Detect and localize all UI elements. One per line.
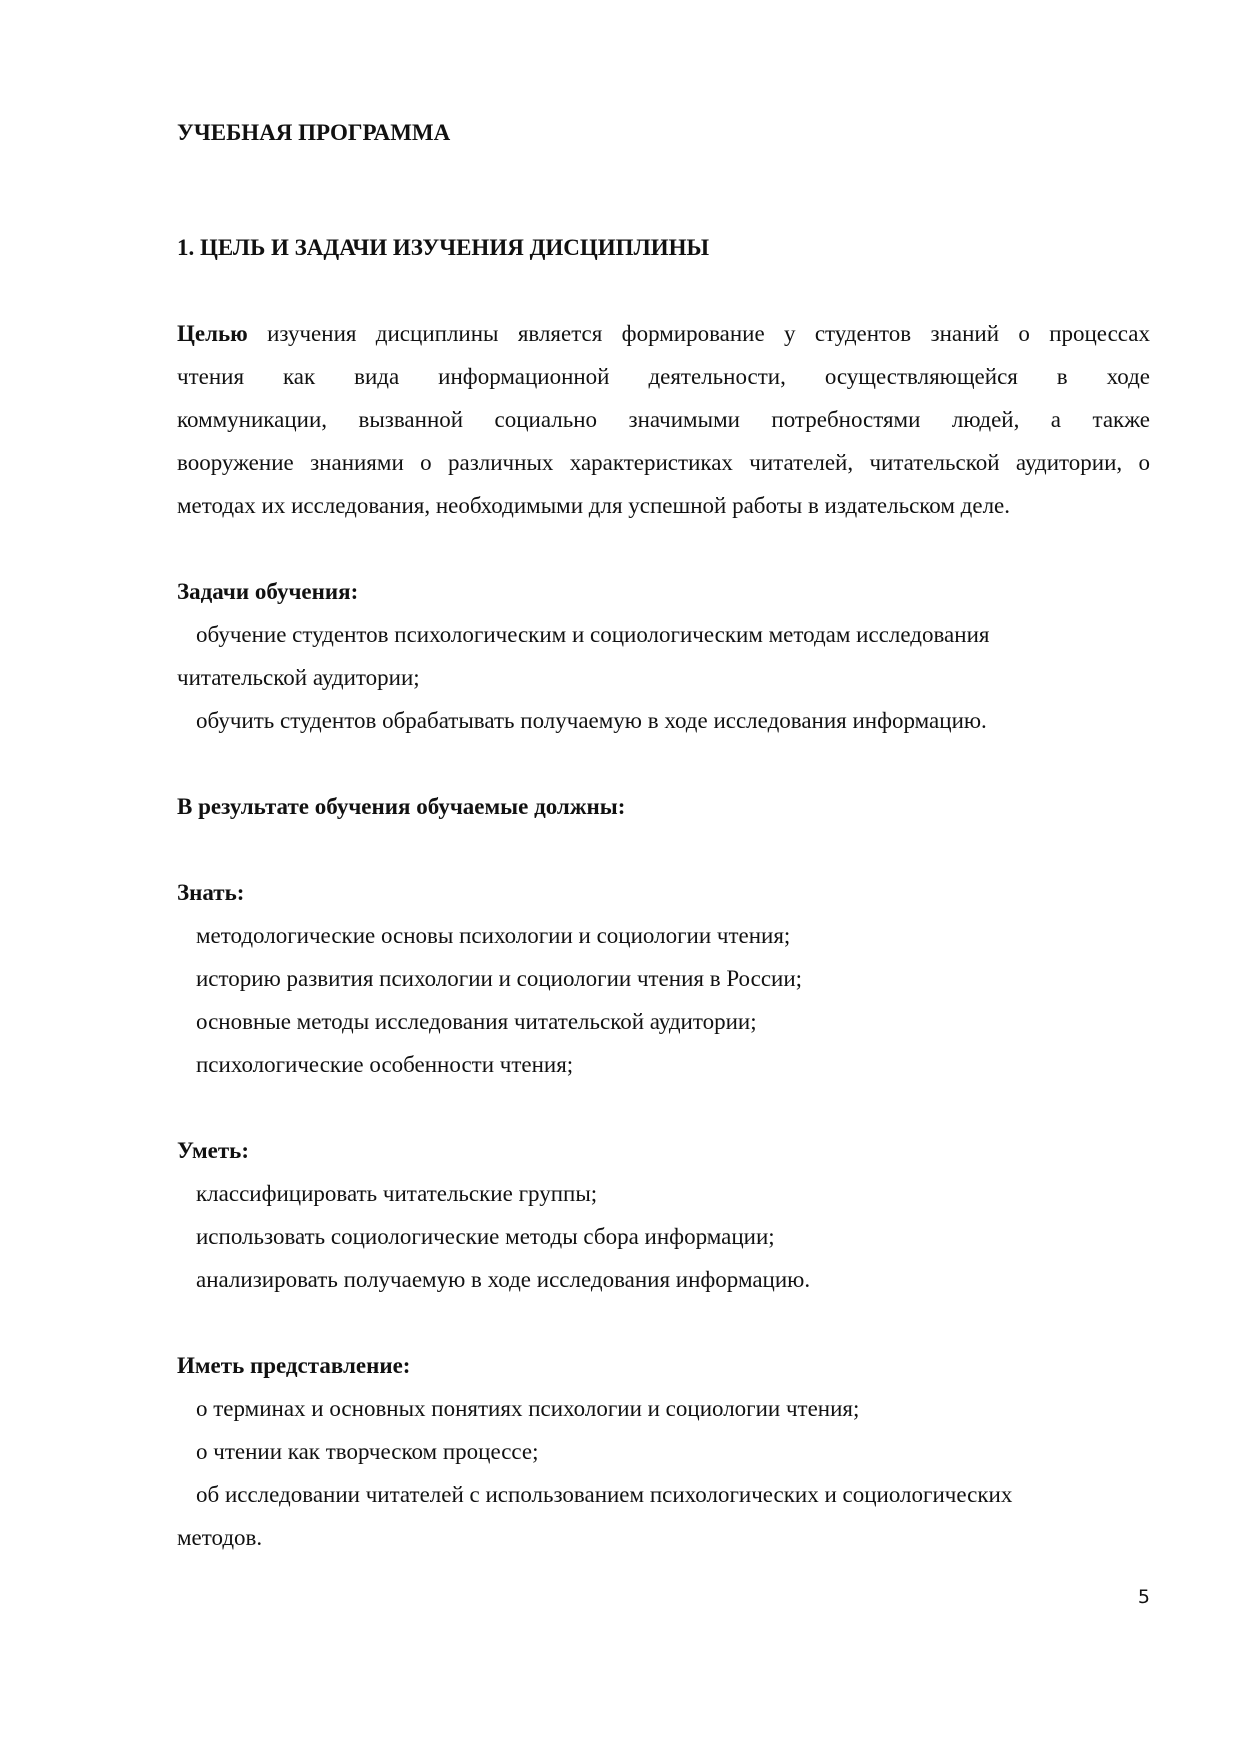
goal-paragraph-line-4: вооружение знаниями о различных характеристиках читателей, читательской аудитории, о <box>177 450 1150 475</box>
tasks-heading: Задачи обучения: <box>177 579 359 604</box>
know-item-2: историю развития психологии и социологии чтения в России; <box>196 966 803 991</box>
know-item-4: психологические особенности чтения; <box>196 1052 574 1077</box>
result-heading: В результате обучения обучаемые должны: <box>177 794 626 819</box>
goal-paragraph-line-5: методах их исследования, необходимыми для успешной работы в издательском деле. <box>177 493 1011 518</box>
section-heading: 1. ЦЕЛЬ И ЗАДАЧИ ИЗУЧЕНИЯ ДИСЦИПЛИНЫ <box>177 235 710 260</box>
goal-line-1-text: изучения дисциплины является формирование у студентов знаний о процессах <box>247 321 1150 346</box>
tasks-item-1-line-2: читательской аудитории; <box>177 665 420 690</box>
idea-heading: Иметь представление: <box>177 1353 411 1378</box>
can-item-3: анализировать получаемую в ходе исследования информацию. <box>196 1267 811 1292</box>
page-number: 5 <box>1137 1586 1150 1608</box>
goal-paragraph-line-3: коммуникации, вызванной социально значимыми потребностями людей, а также <box>177 407 1150 432</box>
know-item-1: методологические основы психологии и социологии чтения; <box>196 923 791 948</box>
goal-lead-word: Целью <box>177 321 248 346</box>
idea-item-3-line-2: методов. <box>177 1525 263 1550</box>
can-item-1: классифицировать читательские группы; <box>196 1181 598 1206</box>
know-item-3: основные методы исследования читательской аудитории; <box>196 1009 757 1034</box>
idea-item-3-line-1: об исследовании читателей с использованием психологических и социологических <box>196 1482 1013 1507</box>
can-item-2: использовать социологические методы сбора информации; <box>196 1224 775 1249</box>
tasks-item-2: обучить студентов обрабатывать получаемую в ходе исследования информацию. <box>196 708 987 733</box>
know-heading: Знать: <box>177 880 245 905</box>
goal-paragraph-line-1 <box>177 320 1150 348</box>
idea-item-1: о терминах и основных понятиях психологии и социологии чтения; <box>196 1396 860 1421</box>
goal-paragraph-line-2: чтения как вида информационной деятельности, осуществляющейся в ходе <box>177 364 1150 389</box>
document-title: УЧЕБНАЯ ПРОГРАММА <box>177 120 451 145</box>
can-heading: Уметь: <box>177 1138 249 1163</box>
idea-item-2: о чтении как творческом процессе; <box>196 1439 539 1464</box>
tasks-item-1-line-1: обучение студентов психологическим и социологическим методам исследования <box>196 622 990 647</box>
